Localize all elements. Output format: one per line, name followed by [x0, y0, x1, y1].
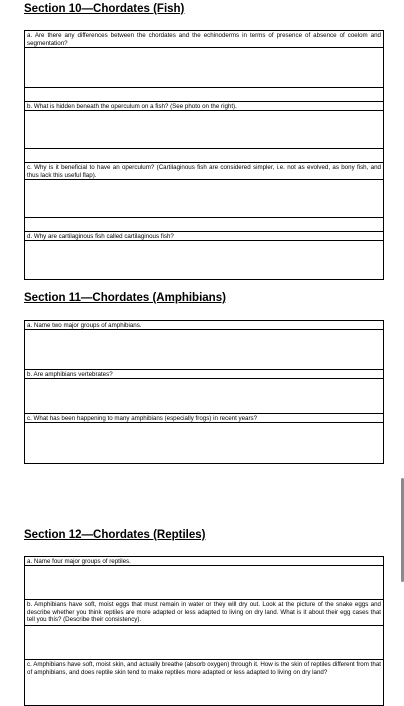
answer-box-12b[interactable]: [25, 626, 383, 660]
section-11-table: [24, 320, 384, 464]
section-10-title: Section 10—Chordates (Fish): [24, 3, 185, 15]
answer-box-10d[interactable]: [25, 241, 383, 279]
question-10a: a. Are there any differences between the chordates and the echinoderms in terms of presence of absence of coelom and segmentation?: [27, 32, 381, 47]
question-11c: c. What has been happening to many amphibians (especially frogs) in recent years?: [25, 414, 383, 423]
answer-box-11b[interactable]: [25, 379, 383, 414]
question-12c: c. Amphibians have soft, moist skin, and actually breathe (absorb oxygen) through it. How is the skin of reptiles different from that of amphibians, and does reptile skin tend to make reptiles more adapted or less adapted to living on dry land?: [27, 661, 381, 676]
question-10c: c. Why is it beneficial to have an operculum? (Cartilaginous fish are considered simpler, i.e. not as evolved, as bony fish, and thus lack this useful flap).: [27, 164, 381, 179]
answer-box-10c[interactable]: [25, 180, 383, 218]
question-11b: b. Are amphibians vertebrates?: [25, 370, 383, 379]
section-11-title: Section 11—Chordates (Amphibians): [24, 292, 226, 304]
question-12b: b. Amphibians have soft, moist eggs that must remain in water or they will dry out. Look at the picture of the snake eggs and describe whether you think reptiles are more adapted or less adapted to living on dry land. What is it about their egg cases that tell you this? (Describe their consistency).: [25, 600, 383, 626]
question-10d: d. Why are cartilaginous fish called cartilaginous fish?: [25, 232, 383, 241]
answer-box-11a[interactable]: [25, 330, 383, 370]
answer-box-11c[interactable]: [25, 423, 383, 463]
answer-box-10b[interactable]: [25, 111, 383, 149]
answer-box-12a[interactable]: [25, 566, 383, 600]
question-11a: a. Name two major groups of amphibians.: [25, 321, 383, 330]
section-12-title: Section 12—Chordates (Reptiles): [24, 529, 206, 541]
question-12a: a. Name four major groups of reptiles.: [25, 557, 383, 566]
section-12-table: [24, 556, 384, 706]
answer-box-10a[interactable]: [25, 48, 383, 88]
question-10b: b. What is hidden beneath the operculum on a fish? (See photo on the right).: [25, 102, 383, 111]
section-10-table: [24, 30, 384, 280]
